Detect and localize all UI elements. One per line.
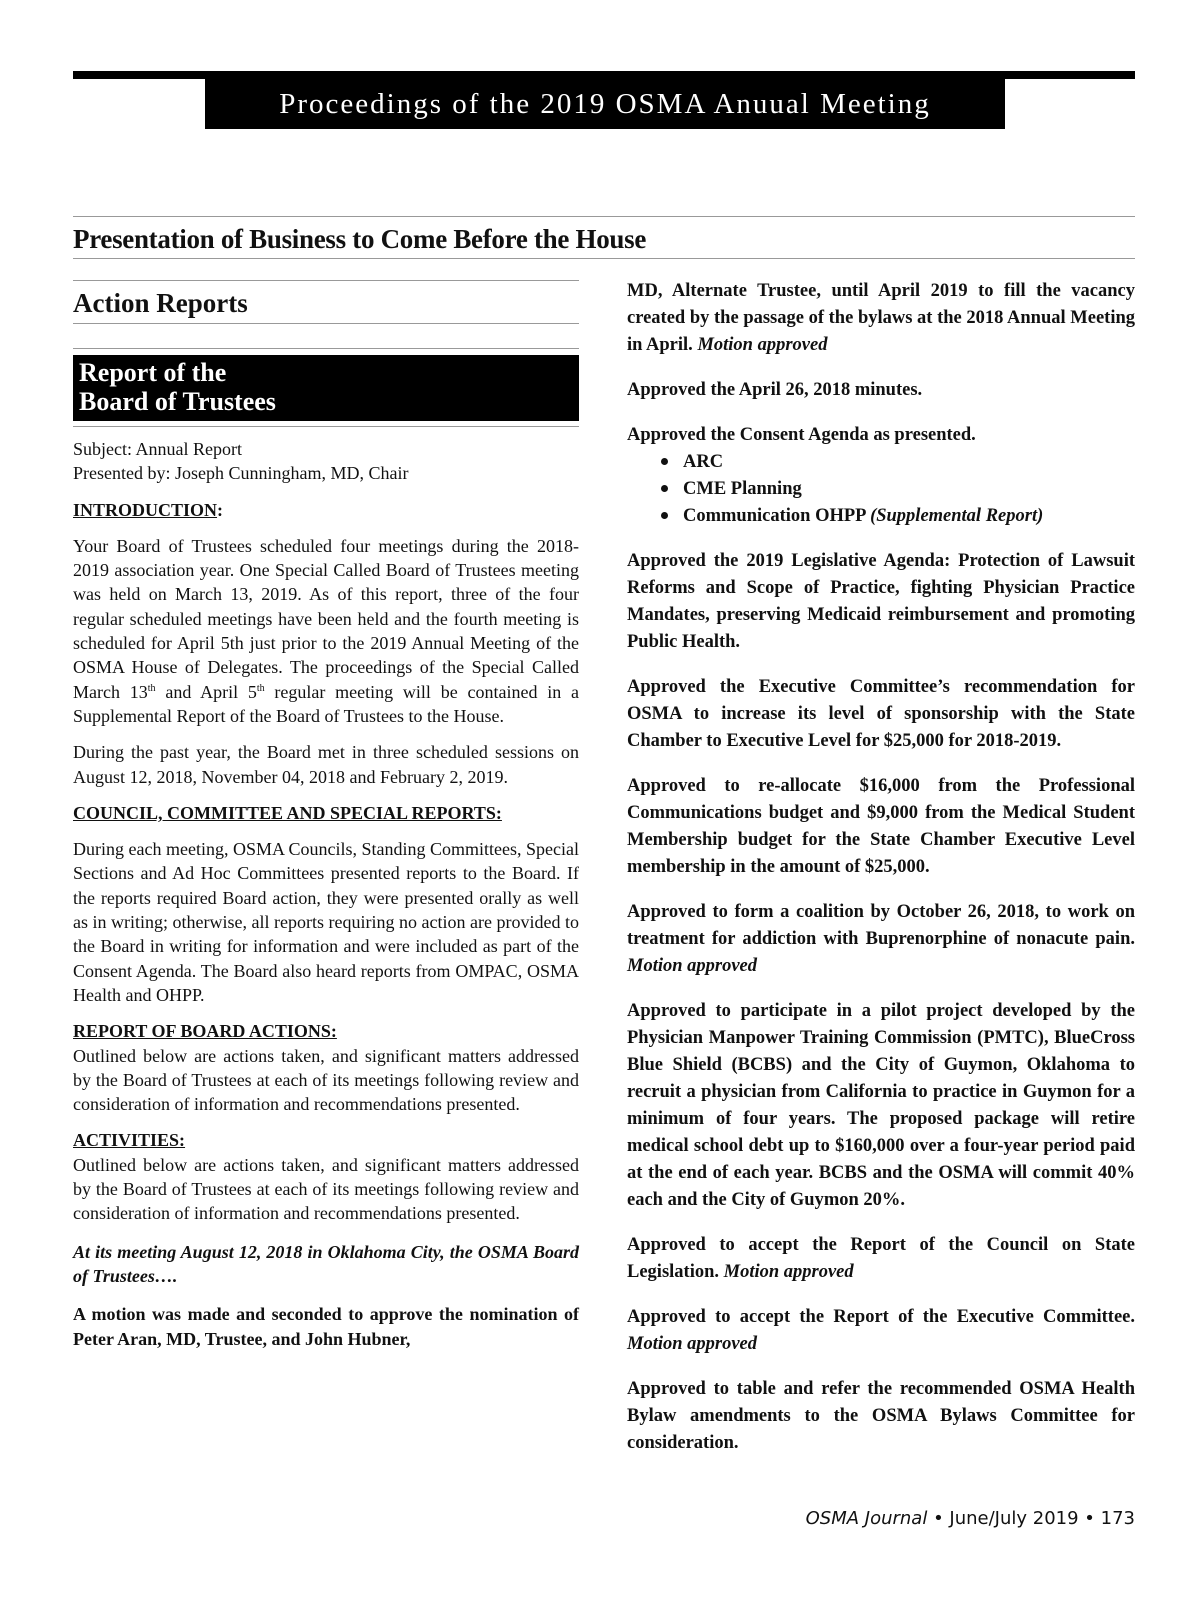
- consent-agenda: Approved the Consent Agenda as presented.: [627, 425, 976, 445]
- board-actions-paragraph: Outlined below are actions taken, and significant matters addressed by the Board of Trustees at each of its meetings following review and consideration of information and recommendations presented.: [73, 1045, 579, 1115]
- motion-approved-label: Motion approved: [627, 956, 758, 976]
- minutes-approval: Approved the April 26, 2018 minutes.: [627, 380, 923, 400]
- divider: [73, 280, 579, 281]
- intro-heading-row: [73, 498, 579, 522]
- divider: [73, 258, 1135, 259]
- council-paragraph: During each meeting, OSMA Councils, Standing Committees, Special Sections and Ad Hoc Committees presented reports to the Board. If the reports required Board action, they were presented orally as well as in writing; otherwise, all reports requiring no action are provided to the Board in writing for information and were included as part of the Consent Agenda. The Board also heard reports from OMPAC, OSMA Health and OHPP.: [73, 839, 579, 1005]
- nomination-continued: MD, Alternate Trustee, until April 2019 to fill the vacancy created by the passage of the bylaws at the 2018 Annual Meeting in April. Motion approved: [627, 281, 1135, 355]
- list-item: ARC: [655, 449, 1135, 476]
- sessions-paragraph: During the past year, the Board met in three scheduled sessions on August 12, 2018, November 04, 2018 and February 2, 2019.: [73, 742, 579, 787]
- executive-report: Approved to accept the Report of the Executive Committee. Motion approved: [627, 1307, 1135, 1354]
- page-footer: OSMA Journal • June/July 2019 • 173: [805, 1508, 1135, 1529]
- activities-heading: ACTIVITIES:: [73, 1130, 186, 1151]
- intro-text-c: regular meeting will be contained in a Supplemental Report of the Board of Trustees to the House.: [73, 681, 579, 726]
- superscript-th: th: [147, 682, 156, 694]
- report-title-box: [73, 355, 579, 421]
- consent-list: [627, 449, 1135, 530]
- motion-approved-label: Motion approved: [697, 335, 828, 355]
- intro-paragraph: [73, 534, 579, 728]
- intro-colon: :: [217, 499, 224, 520]
- list-item: Communication OHPP (Supplemental Report): [655, 503, 1135, 530]
- coalition-approval: Approved to form a coalition by October 26, 2018, to work on treatment for addiction with Buprenorphine of nonacute pain. Motion approved: [627, 902, 1135, 976]
- council-heading: COUNCIL, COMMITTEE AND SPECIAL REPORTS:: [73, 802, 502, 823]
- sponsorship-approval: Approved the Executive Committee’s recommendation for OSMA to increase its level of sponsorship with the State Chamber to Executive Level for $25,000 for 2018-2019.: [627, 677, 1135, 751]
- superscript-th: th: [256, 682, 265, 694]
- intro-text-b: and April 5: [155, 681, 257, 702]
- divider: [73, 216, 1135, 217]
- reallocation-approval: Approved to re-allocate $16,000 from the Professional Communications budget and $9,000 from the Medical Student Membership budget for the State Chamber Executive Level membership in the amount of $25,000.: [627, 776, 1135, 877]
- section-title: Presentation of Business to Come Before the House: [73, 224, 646, 254]
- motion-approved-label: Motion approved: [627, 1334, 758, 1354]
- intro-heading: INTRODUCTION: [73, 499, 218, 520]
- report-title-line2: Board of Trustees: [79, 387, 276, 416]
- meeting-intro: At its meeting August 12, 2018 in Oklahoma City, the OSMA Board of Trustees….: [73, 1241, 579, 1286]
- pilot-project: Approved to participate in a pilot project developed by the Physician Manpower Training Commission (PMTC), BlueCross Blue Shield (BCBS) and the City of Guymon, Oklahoma to recruit a physician from California to practice in Guymon for a minimum of four years. The proposed package will retire medical school debt up to $160,000 over a four-year period paid at the end of each year. BCBS and the OSMA will commit 40% each and the City of Guymon 20%.: [627, 1001, 1135, 1210]
- activities-paragraph: Outlined below are actions taken, and significant matters addressed by the Board of Trustees at each of its meetings following review and consideration of information and recommendations presented.: [73, 1154, 579, 1224]
- banner-title: Proceedings of the 2019 OSMA Anuual Meeting: [279, 87, 931, 120]
- divider: [73, 323, 579, 324]
- divider: [73, 426, 579, 427]
- presenter-line: Presented by: Joseph Cunningham, MD, Chair: [73, 463, 409, 484]
- legislative-agenda: Approved the 2019 Legislative Agenda: Protection of Lawsuit Reforms and Scope of Practice, fighting Physician Practice Mandates, preserving Medicaid reimbursement and promoting Public Health.: [627, 551, 1135, 652]
- page-number: 173: [1100, 1508, 1135, 1529]
- subject-line: Subject: Annual Report: [73, 439, 242, 459]
- journal-name: OSMA Journal: [805, 1508, 928, 1529]
- motion-approved-label: Motion approved: [723, 1262, 854, 1282]
- bylaws-referral: Approved to table and refer the recommended OSMA Health Bylaw amendments to the OSMA Bylaws Committee for consideration.: [627, 1379, 1135, 1453]
- left-column: [73, 437, 579, 1351]
- intro-text-a: Your Board of Trustees scheduled four meetings during the 2018-2019 association year. One Special Called Board of Trustees meeting was held on March 13, 2019. As of this report, three of the four regular scheduled meetings have been held and the fourth meeting is scheduled for April 5th just prior to the 2019 Annual Meeting of the OSMA House of Delegates. The proceedings of the Special Called March 13: [73, 535, 579, 702]
- legislation-report: Approved to accept the Report of the Council on State Legislation. Motion approved: [627, 1235, 1135, 1282]
- issue-date: June/July 2019: [949, 1508, 1079, 1529]
- top-rule: [73, 71, 1135, 79]
- list-item: CME Planning: [655, 476, 1135, 503]
- motion-paragraph: A motion was made and seconded to approve the nomination of Peter Aran, MD, Trustee, and John Hubner,: [73, 1304, 579, 1349]
- subsection-title: Action Reports: [73, 288, 248, 318]
- right-column: [627, 278, 1135, 1457]
- page-banner: [205, 79, 1005, 129]
- divider: [73, 348, 579, 349]
- report-title-line1: Report of the: [79, 358, 227, 387]
- board-actions-heading: REPORT OF BOARD ACTIONS:: [73, 1021, 337, 1042]
